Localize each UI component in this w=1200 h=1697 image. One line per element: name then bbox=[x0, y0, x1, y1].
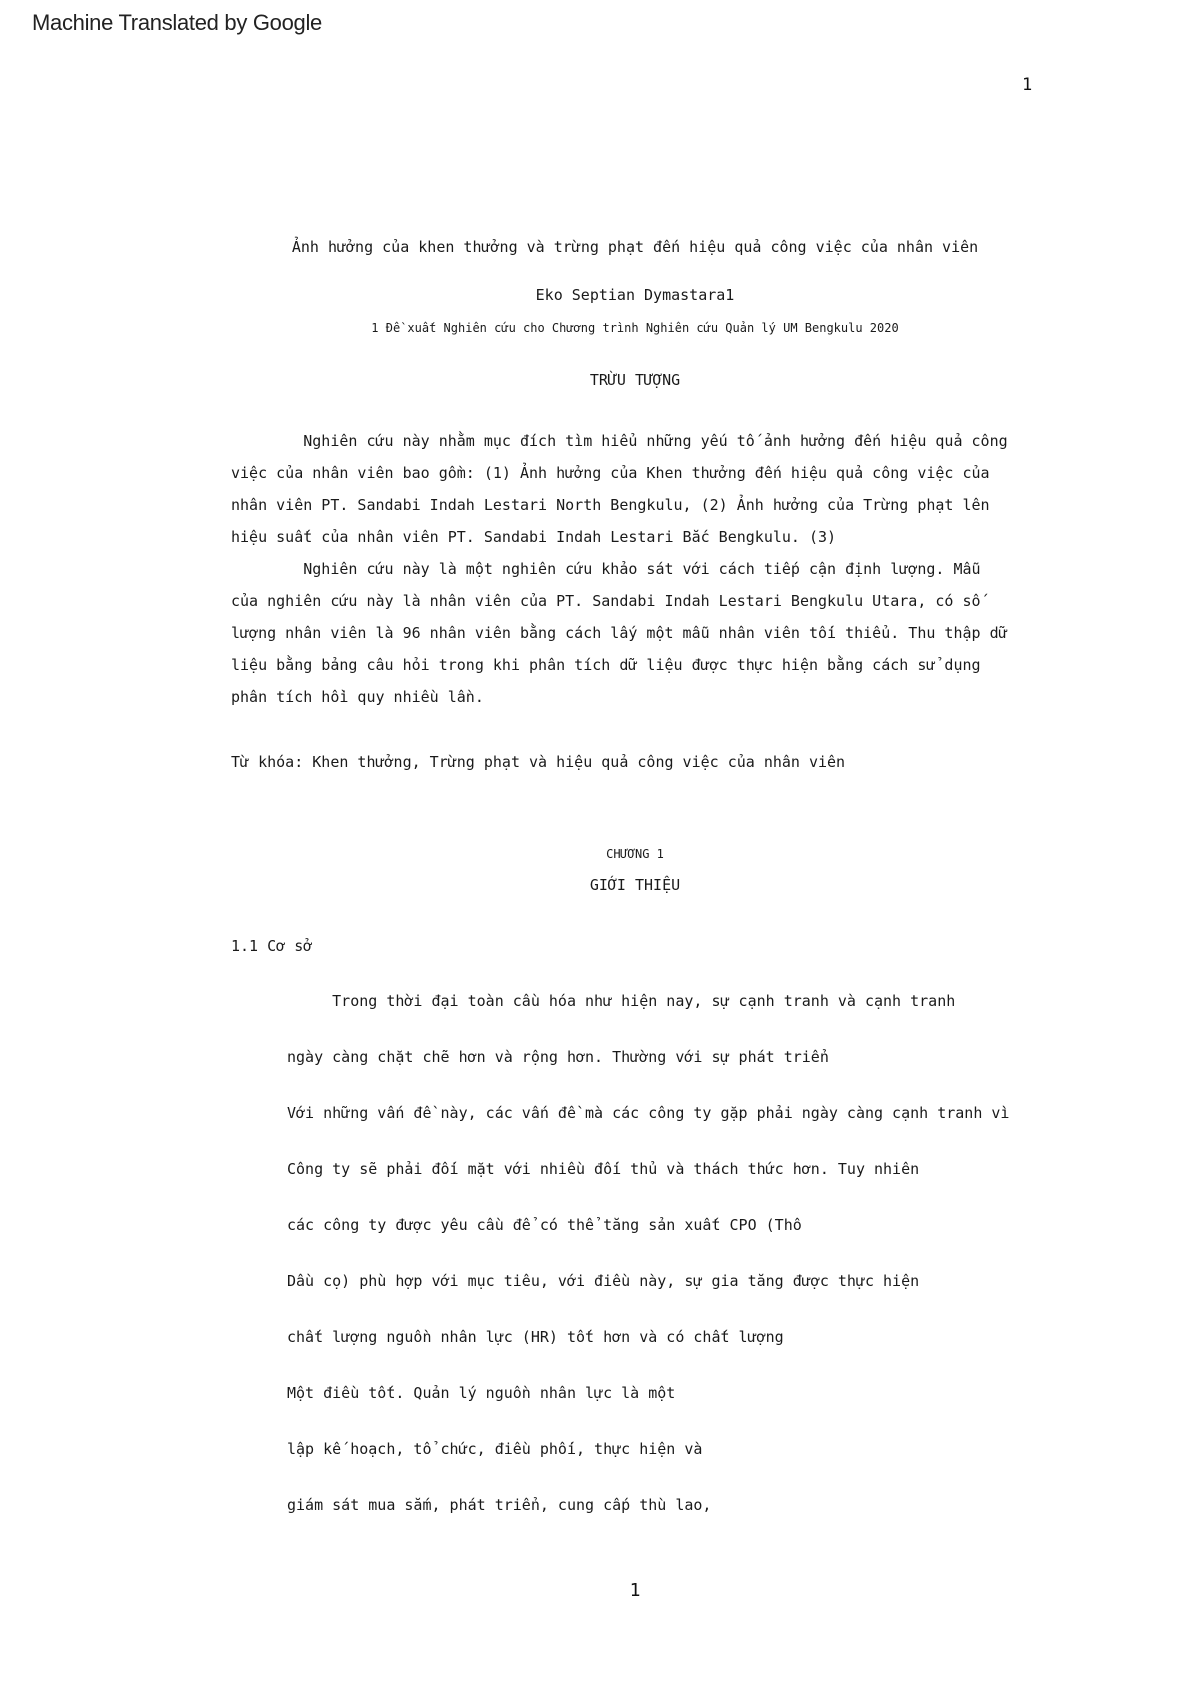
machine-translated-header: Machine Translated by Google bbox=[32, 10, 322, 35]
body-line: giám sát mua sắm, phát triển, cung cấp thù lao, bbox=[287, 1496, 712, 1514]
paper-title: Ảnh hưởng của khen thưởng và trừng phạt đến hiệu quả công việc của nhân viên bbox=[291, 238, 979, 256]
chapter-title: GIỚI THIỆU bbox=[589, 876, 681, 894]
body-line: các công ty được yêu cầu để có thể tăng sản xuất CPO (Thô bbox=[287, 1216, 802, 1234]
body-line: ngày càng chặt chẽ hơn và rộng hơn. Thường với sự phát triển bbox=[287, 1048, 829, 1066]
chapter-label: CHƯƠNG 1 bbox=[606, 847, 664, 861]
page-number-top: 1 bbox=[1022, 75, 1033, 95]
author-affiliation: 1 Đề xuất Nghiên cứu cho Chương trình Nghiên cứu Quản lý UM Bengkulu 2020 bbox=[371, 321, 899, 335]
body-line: lập kế hoạch, tổ chức, điều phối, thực hiện và bbox=[287, 1440, 703, 1458]
body-line: chất lượng nguồn nhân lực (HR) tốt hơn và có chất lượng bbox=[287, 1328, 784, 1346]
keywords: Từ khóa: Khen thưởng, Trừng phạt và hiệu quả công việc của nhân viên bbox=[231, 753, 846, 771]
abstract-line: phân tích hồi quy nhiều lần. bbox=[231, 688, 484, 706]
abstract-line: Nghiên cứu này nhằm mục đích tìm hiểu những yếu tố ảnh hưởng đến hiệu quả công bbox=[231, 432, 1008, 450]
abstract-line: của nghiên cứu này là nhân viên của PT. Sandabi Indah Lestari Bengkulu Utara, có số bbox=[231, 592, 981, 610]
page-number-bottom: 1 bbox=[629, 1580, 641, 1601]
section-heading: 1.1 Cơ sở bbox=[231, 937, 313, 955]
body-line: Trong thời đại toàn cầu hóa như hiện nay, sự cạnh tranh và cạnh tranh bbox=[287, 992, 956, 1010]
body-line: Công ty sẽ phải đối mặt với nhiều đối thủ và thách thức hơn. Tuy nhiên bbox=[287, 1160, 920, 1178]
author-name: Eko Septian Dymastara1 bbox=[535, 286, 735, 304]
abstract-line: nhân viên PT. Sandabi Indah Lestari North Bengkulu, (2) Ảnh hưởng của Trừng phạt lên bbox=[231, 496, 990, 514]
body-line: Với những vấn đề này, các vấn đề mà các công ty gặp phải ngày càng cạnh tranh vì bbox=[287, 1104, 1010, 1122]
abstract-line: lượng nhân viên là 96 nhân viên bằng cách lấy một mẫu nhân viên tối thiểu. Thu thập dữ bbox=[231, 624, 1008, 642]
abstract-line: việc của nhân viên bao gồm: (1) Ảnh hưởng của Khen thưởng đến hiệu quả công việc của bbox=[231, 464, 990, 482]
body-line: Dầu cọ) phù hợp với mục tiêu, với điều này, sự gia tăng được thực hiện bbox=[287, 1272, 920, 1290]
abstract-heading: TRỪU TƯỢNG bbox=[589, 371, 681, 389]
abstract-line: liệu bằng bảng câu hỏi trong khi phân tích dữ liệu được thực hiện bằng cách sử dụng bbox=[231, 656, 981, 674]
abstract-line: hiệu suất của nhân viên PT. Sandabi Indah Lestari Bắc Bengkulu. (3) bbox=[231, 528, 837, 546]
abstract-line: Nghiên cứu này là một nghiên cứu khảo sát với cách tiếp cận định lượng. Mẫu bbox=[231, 560, 981, 578]
body-line: Một điều tốt. Quản lý nguồn nhân lực là một bbox=[287, 1384, 676, 1402]
